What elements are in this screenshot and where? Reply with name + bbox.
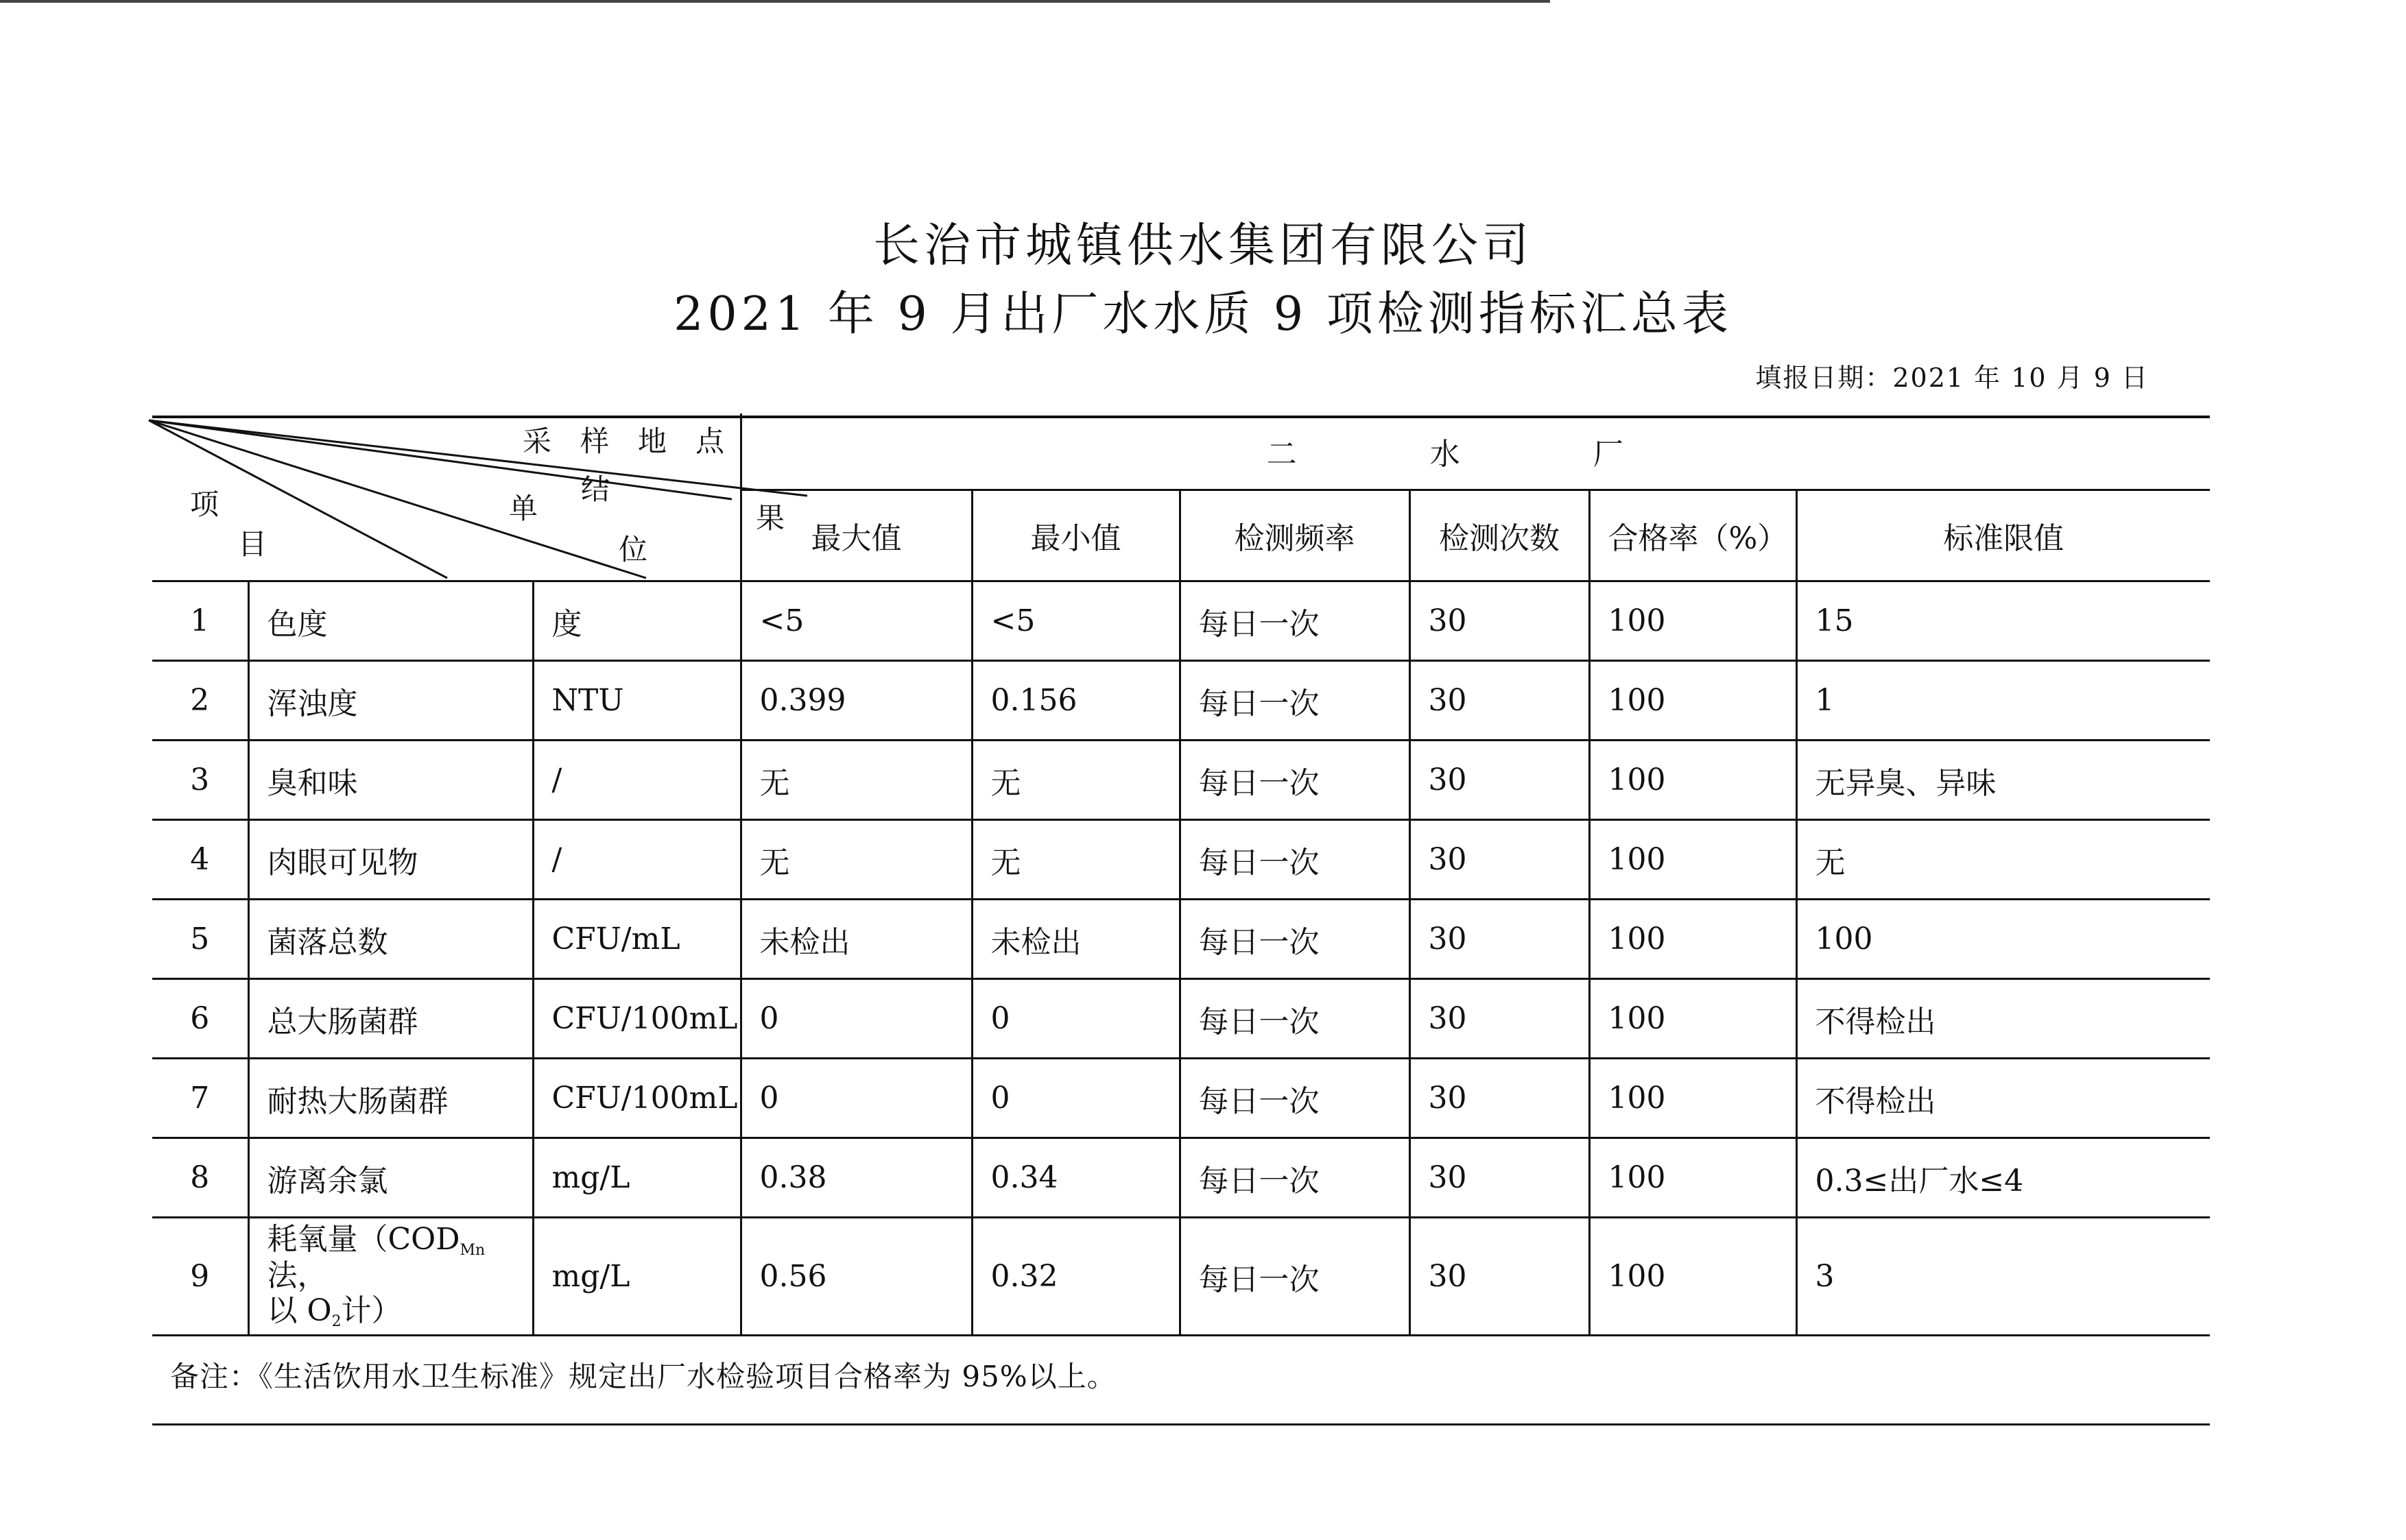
- max-value: 无: [741, 820, 972, 900]
- table-row: [152, 1059, 2210, 1138]
- item-name: 浑浊度: [248, 661, 533, 741]
- row-number: 4: [152, 820, 248, 900]
- row-number: 1: [152, 581, 248, 661]
- unit: mg/L: [533, 1138, 741, 1218]
- table-row: [152, 979, 2210, 1059]
- min-value: 0.32: [972, 1218, 1180, 1336]
- row-number: 9: [152, 1218, 248, 1336]
- pass-rate: 100: [1589, 820, 1796, 900]
- corner-label-unit-1: 单: [509, 492, 538, 525]
- item-name: 总大肠菌群: [248, 979, 533, 1059]
- standard-limit: 无异臭、异味: [1796, 741, 2210, 820]
- test-count: 30: [1409, 820, 1589, 900]
- pass-rate: 100: [1589, 661, 1796, 741]
- col-header-count: 检测次数: [1409, 490, 1589, 581]
- item-name-subscript: Mn: [460, 1242, 486, 1259]
- unit: 度: [533, 581, 741, 661]
- unit: /: [533, 741, 741, 820]
- item-name-subscript: 2: [331, 1312, 342, 1330]
- unit: CFU/mL: [533, 900, 741, 979]
- test-count: 30: [1409, 661, 1589, 741]
- corner-diagonal-header: [152, 413, 785, 581]
- unit: NTU: [533, 661, 741, 741]
- standard-limit: 1: [1796, 661, 2210, 741]
- table-row: [152, 820, 2210, 900]
- footnote: 备注：《生活饮用水卫生标准》规定出厂水检验项目合格率为 95%以上。: [170, 1360, 1117, 1393]
- frequency: 每日一次: [1180, 581, 1409, 661]
- pass-rate: 100: [1589, 1059, 1796, 1138]
- item-name-part: 以 O: [267, 1292, 332, 1328]
- fill-date: 填报日期：2021 年 10 月 9 日: [1755, 363, 2149, 393]
- test-count: 30: [1409, 900, 1589, 979]
- item-name: 臭和味: [248, 741, 533, 820]
- standard-limit: 3: [1796, 1218, 2210, 1336]
- col-header-max: 最大值: [741, 490, 972, 581]
- row-number: 5: [152, 900, 248, 979]
- max-value: 无: [741, 741, 972, 820]
- item-name: 肉眼可见物: [248, 820, 533, 900]
- item-name: 色度: [248, 581, 533, 661]
- max-value: 0.56: [741, 1218, 972, 1336]
- test-count: 30: [1409, 1138, 1589, 1218]
- pass-rate: 100: [1589, 741, 1796, 820]
- test-count: 30: [1409, 979, 1589, 1059]
- report-title: 2021 年 9 月出厂水水质 9 项检测指标汇总表: [674, 287, 1732, 341]
- item-name: 耐热大肠菌群: [248, 1059, 533, 1138]
- plant-header: 二 水 厂: [741, 413, 2210, 490]
- min-value: 0.34: [972, 1138, 1180, 1218]
- corner-label-result-1: 结: [581, 472, 610, 506]
- min-value: 0: [972, 1059, 1180, 1138]
- item-name: [248, 1218, 533, 1336]
- frequency: 每日一次: [1180, 1059, 1409, 1138]
- max-value: 0: [741, 1059, 972, 1138]
- footer-rule: [152, 1423, 2210, 1425]
- test-count: 30: [1409, 581, 1589, 661]
- table-row: [152, 1138, 2210, 1218]
- company-name: 长治市城镇供水集团有限公司: [872, 219, 1533, 273]
- pass-rate: 100: [1589, 581, 1796, 661]
- max-value: <5: [741, 581, 972, 661]
- col-header-min: 最小值: [972, 490, 1180, 581]
- frequency: 每日一次: [1180, 979, 1409, 1059]
- test-count: 30: [1409, 1218, 1589, 1336]
- max-value: 0.38: [741, 1138, 972, 1218]
- frequency: 每日一次: [1180, 1138, 1409, 1218]
- corner-label-item-1: 项: [190, 488, 219, 521]
- max-value: 0.399: [741, 661, 972, 741]
- standard-limit: 0.3≤出厂水≤4: [1796, 1138, 2210, 1218]
- standard-limit: 无: [1796, 820, 2210, 900]
- min-value: 0.156: [972, 661, 1180, 741]
- row-number: 2: [152, 661, 248, 741]
- unit: mg/L: [533, 1218, 741, 1336]
- col-header-frequency: 检测频率: [1180, 490, 1409, 581]
- min-value: 未检出: [972, 900, 1180, 979]
- corner-label-unit-2: 位: [619, 533, 648, 566]
- frequency: 每日一次: [1180, 1218, 1409, 1336]
- item-name: 游离余氯: [248, 1138, 533, 1218]
- pass-rate: 100: [1589, 979, 1796, 1059]
- frequency: 每日一次: [1180, 741, 1409, 820]
- item-name-part: 法，: [267, 1258, 328, 1294]
- unit: CFU/100mL: [533, 979, 741, 1059]
- table-row: [152, 661, 2210, 741]
- min-value: 0: [972, 979, 1180, 1059]
- min-value: 无: [972, 820, 1180, 900]
- max-value: 0: [741, 979, 972, 1059]
- min-value: 无: [972, 741, 1180, 820]
- frequency: 每日一次: [1180, 900, 1409, 979]
- corner-label-item-2: 目: [238, 527, 267, 561]
- item-name-part: 计）: [341, 1292, 402, 1328]
- standard-limit: 100: [1796, 900, 2210, 979]
- item-name-part: 耗氧量（COD: [267, 1222, 460, 1257]
- item-name: 菌落总数: [248, 900, 533, 979]
- pass-rate: 100: [1589, 900, 1796, 979]
- table-row: [152, 900, 2210, 979]
- standard-limit: 不得检出: [1796, 1059, 2210, 1138]
- col-header-pass-rate: 合格率（%）: [1589, 490, 1796, 581]
- unit: CFU/100mL: [533, 1059, 741, 1138]
- col-header-standard-limit: 标准限值: [1796, 490, 2210, 581]
- scan-edge-line: [0, 0, 1550, 3]
- pass-rate: 100: [1589, 1218, 1796, 1336]
- table-row: [152, 581, 2210, 661]
- pass-rate: 100: [1589, 1138, 1796, 1218]
- standard-limit: 不得检出: [1796, 979, 2210, 1059]
- min-value: <5: [972, 581, 1180, 661]
- row-number: 6: [152, 979, 248, 1059]
- frequency: 每日一次: [1180, 820, 1409, 900]
- test-count: 30: [1409, 741, 1589, 820]
- table-row: [152, 741, 2210, 820]
- max-value: 未检出: [741, 900, 972, 979]
- corner-label-sampling-site: 采 样 地 点: [523, 424, 725, 458]
- row-number: 3: [152, 741, 248, 820]
- unit: /: [533, 820, 741, 900]
- corner-label-result-2: 果: [756, 501, 785, 535]
- test-count: 30: [1409, 1059, 1589, 1138]
- row-number: 7: [152, 1059, 248, 1138]
- row-number: 8: [152, 1138, 248, 1218]
- table-row: [152, 1218, 2210, 1336]
- frequency: 每日一次: [1180, 661, 1409, 741]
- standard-limit: 15: [1796, 581, 2210, 661]
- water-quality-table: [152, 413, 2210, 1330]
